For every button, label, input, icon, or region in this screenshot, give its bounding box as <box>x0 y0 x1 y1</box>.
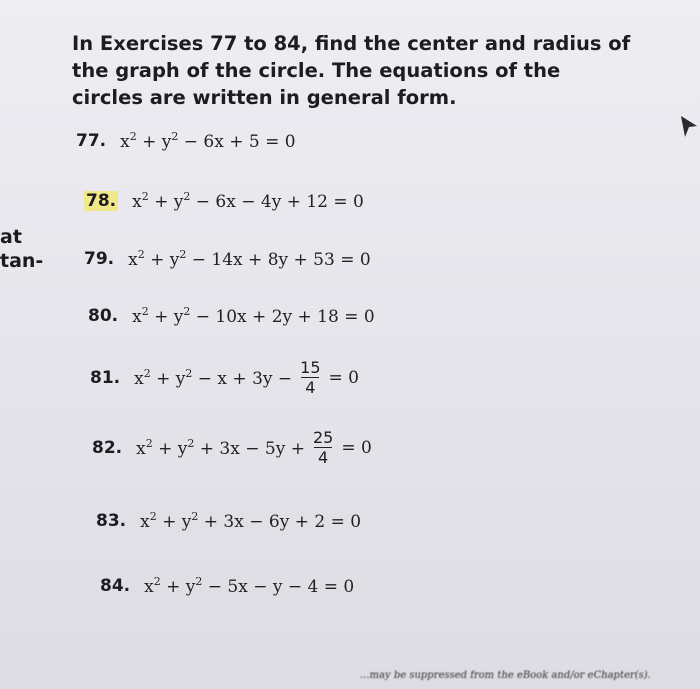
cursor-icon <box>678 114 700 140</box>
equation: $x^2 + y^2 + 3x - 6y + 2 = 0$ <box>140 510 362 532</box>
exercise-83 <box>96 510 361 532</box>
exercise-number: 81. <box>90 367 121 388</box>
exercise-82 <box>92 428 372 467</box>
fraction-numerator: 25 <box>312 428 334 447</box>
fraction-denominator: 4 <box>301 377 319 397</box>
exercise-number: 80. <box>88 306 119 326</box>
exercise-81 <box>90 358 359 397</box>
equation-end: = 0 <box>328 367 359 388</box>
equation: $x^2 + y^2 - 6x - 4y + 12 = 0$ <box>132 190 364 212</box>
fraction-denominator: 4 <box>314 447 332 467</box>
exercise-77 <box>76 130 296 152</box>
exercise-number: 77. <box>76 131 107 151</box>
exercise-84 <box>100 575 354 597</box>
fraction <box>311 428 335 467</box>
fraction-numerator: 15 <box>300 358 321 377</box>
margin-text-tan: tan- <box>0 250 44 272</box>
exercise-number: 83. <box>96 511 127 531</box>
equation: $x^2 + y^2 - 10x + 2y + 18 = 0$ <box>132 305 375 327</box>
fraction <box>298 358 322 397</box>
exercise-80 <box>88 305 375 327</box>
margin-text-at: at <box>0 226 22 248</box>
footer-copyright-note: ...may be suppressed from the eBook and/or eChapter(s). <box>359 670 652 681</box>
equation-end: = 0 <box>341 437 372 458</box>
equation: $x^2 + y^2 - 6x + 5 = 0$ <box>120 130 296 152</box>
equation: $x^2 + y^2 + 3x - 5y$ + <box>136 436 305 459</box>
equation: $x^2 + y^2 - 5x - y - 4 = 0$ <box>144 575 355 597</box>
exercise-number: 79. <box>84 249 115 269</box>
equation: $x^2 + y^2 - x + 3y$ − <box>134 366 293 389</box>
exercise-78 <box>84 190 364 212</box>
exercise-number: 82. <box>92 437 123 458</box>
exercise-number: 84. <box>100 576 131 596</box>
equation: $x^2 + y^2 - 14x + 8y + 53 = 0$ <box>128 248 371 270</box>
exercise-instructions: In Exercises 77 to 84, find the center and radius of the graph of the circle. The equations of the circles are written in general form. <box>72 32 631 109</box>
exercise-number-highlighted: 78. <box>86 191 117 211</box>
exercise-79 <box>84 248 371 270</box>
